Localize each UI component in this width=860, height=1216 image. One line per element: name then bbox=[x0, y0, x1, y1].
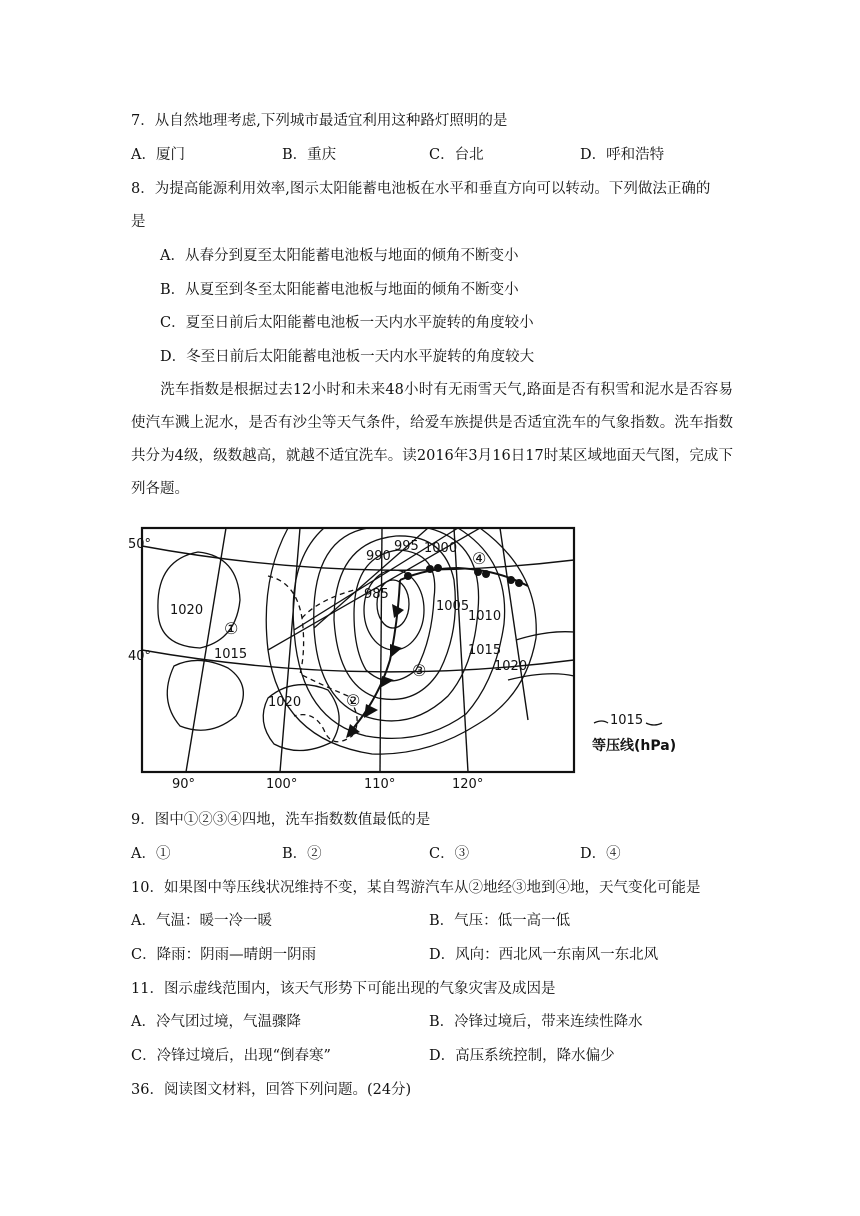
q11-option-c: C．冷锋过境后，出现“倒春寒” bbox=[131, 1048, 331, 1064]
lon-label-120: 120° bbox=[452, 777, 484, 792]
q7-option-d: D．呼和浩特 bbox=[580, 147, 665, 163]
longitude-line-110 bbox=[380, 528, 382, 772]
q8-option-c: C．夏至日前后太阳能蓄电池板一天内水平旋转的角度较小 bbox=[160, 315, 534, 331]
lat-label-40: 40° bbox=[128, 649, 152, 664]
longitude-line-120 bbox=[454, 528, 468, 772]
isobar-1015-west bbox=[167, 660, 243, 730]
q10-option-a: A．气温：暖一冷一暖 bbox=[131, 913, 272, 929]
q9-option-d: D．④ bbox=[580, 846, 621, 862]
q11-option-a: A．冷气团过境，气温骤降 bbox=[131, 1014, 301, 1030]
isobar-label-995: 995 bbox=[394, 539, 419, 554]
q10-stem: 10．如果图中等压线状况维持不变，某自驾游汽车从②地经③地到④地，天气变化可能是 bbox=[131, 880, 701, 896]
dashed-region bbox=[268, 576, 357, 742]
site-label-2: ② bbox=[346, 691, 361, 710]
legend-value: 1015 bbox=[610, 713, 644, 728]
isobar-label-985: 985 bbox=[364, 587, 389, 602]
weather-map bbox=[128, 520, 588, 792]
q10-option-d: D．风向：西北风一东南风一东北风 bbox=[429, 947, 659, 963]
q36-stem: 36．阅读图文材料，回答下列问题。(24分) bbox=[131, 1082, 412, 1098]
isobar-label-1020-west: 1020 bbox=[170, 603, 204, 618]
site-label-4: ④ bbox=[472, 549, 487, 568]
intro-text: 洗车指数是根据过去12小时和未来48小时有无雨雪天气,路面是否有积雪和泥水是否容易使汽车溅上泥水，是否有沙尘等天气条件，给爱车族提供是否适宜洗车的气象指数。洗车指数共分为4级，级数越高，就越不适宜洗车。读2016年3月16日17时某区域地面天气图，完成下列各题。 bbox=[131, 382, 733, 497]
isobar-label-1005: 1005 bbox=[436, 599, 470, 614]
isobar-label-1020-east: 1020 bbox=[494, 659, 528, 674]
legend-text: 等压线(hPa) bbox=[592, 738, 677, 754]
lon-label-90: 90° bbox=[172, 777, 196, 792]
q9-option-b: B．② bbox=[282, 846, 322, 862]
q11-option-d: D．高压系统控制，降水偏少 bbox=[429, 1048, 615, 1064]
q9-option-a: A．① bbox=[131, 846, 171, 862]
map-legend bbox=[592, 713, 692, 769]
isobar-label-1010: 1010 bbox=[468, 609, 502, 624]
q8-stem-line2: 是 bbox=[131, 214, 146, 230]
isobar-label-1015-west: 1015 bbox=[214, 647, 248, 662]
q8-option-d: D．冬至日前后太阳能蓄电池板一天内水平旋转的角度较大 bbox=[160, 349, 535, 365]
q9-option-c: C．③ bbox=[429, 846, 470, 862]
q9-stem: 9．图中①②③④四地，洗车指数数值最低的是 bbox=[131, 812, 431, 828]
isobar-label-990: 990 bbox=[366, 549, 391, 564]
site-label-1: ① bbox=[224, 619, 239, 638]
q8-option-a: A．从春分到夏至太阳能蓄电池板与地面的倾角不断变小 bbox=[160, 248, 519, 264]
site-label-3: ③ bbox=[412, 661, 427, 680]
q10-option-b: B．气压：低一高一低 bbox=[429, 913, 571, 929]
q7-option-a: A．厦门 bbox=[131, 147, 185, 163]
q10-option-c: C．降雨：阴雨—晴朗一阴雨 bbox=[131, 947, 317, 963]
isobar-label-1015-east: 1015 bbox=[468, 643, 502, 658]
q8-option-b: B．从夏至到冬至太阳能蓄电池板与地面的倾角不断变小 bbox=[160, 282, 519, 298]
lon-label-100: 100° bbox=[266, 777, 298, 792]
q11-stem: 11．图示虚线范围内，该天气形势下可能出现的气象灾害及成因是 bbox=[131, 981, 556, 997]
dashed-region-branch bbox=[302, 590, 354, 618]
isobar-label-1020-south: 1020 bbox=[268, 695, 302, 710]
isobar-1000 bbox=[334, 536, 458, 700]
latitude-line-50 bbox=[142, 546, 574, 570]
q11-option-b: B．冷锋过境后，带来连续性降水 bbox=[429, 1014, 643, 1030]
q7-option-b: B．重庆 bbox=[282, 147, 337, 163]
isobar-label-1000: 1000 bbox=[424, 541, 458, 556]
intro-paragraph bbox=[131, 374, 733, 506]
q7-option-c: C．台北 bbox=[429, 147, 484, 163]
lat-label-50: 50° bbox=[128, 537, 152, 552]
q7-stem: 7．从自然地理考虑,下列城市最适宜利用这种路灯照明的是 bbox=[131, 113, 508, 129]
q8-stem-line1: 8．为提高能源利用效率,图示太阳能蓄电池板在水平和垂直方向可以转动。下列做法正确的 bbox=[131, 181, 711, 197]
lon-label-110: 110° bbox=[364, 777, 396, 792]
